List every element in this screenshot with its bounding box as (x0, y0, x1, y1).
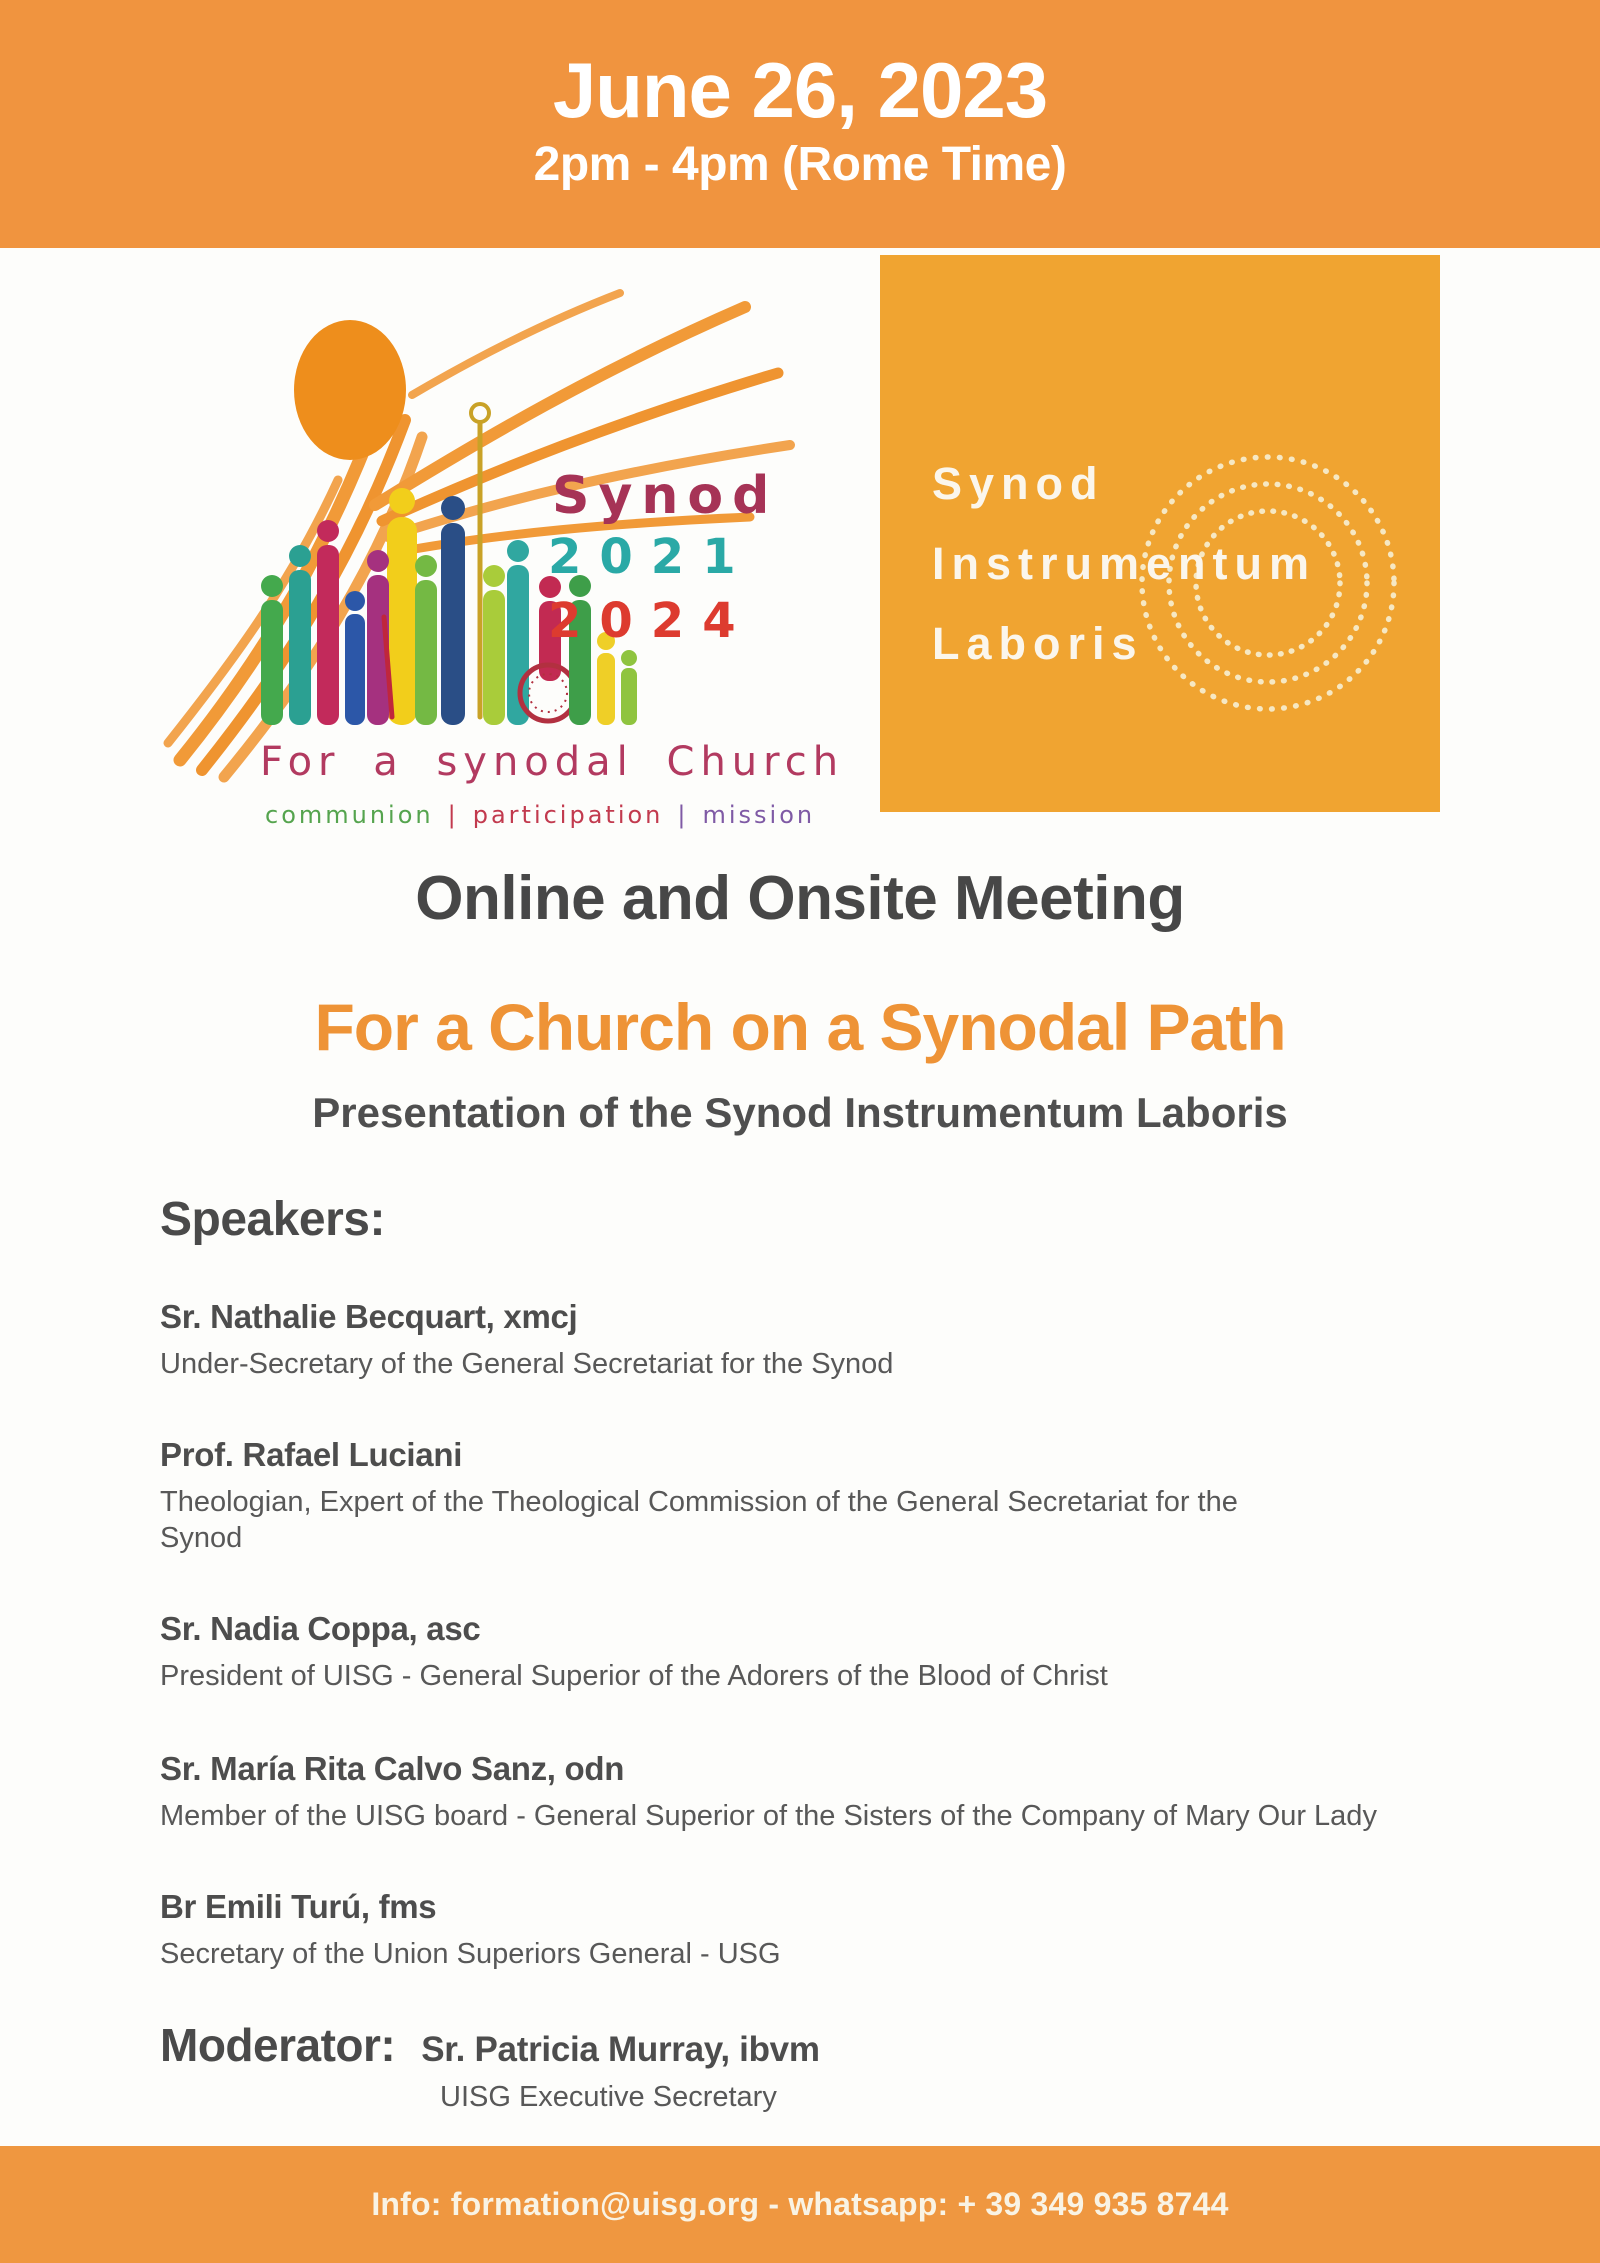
footer-banner (0, 2146, 1600, 2263)
speaker-block (160, 1612, 1450, 1694)
speaker-role: Member of the UISG board - General Superior of the Sisters of the Company of Mary Our Lady (160, 1800, 1377, 1832)
meeting-type-title: Online and Onsite Meeting (415, 864, 1185, 933)
logo-tagline: For a synodal Church (260, 739, 845, 785)
speaker-name: Prof. Rafael Luciani (160, 1436, 463, 1473)
speaker-role-line2: Synod (160, 1522, 243, 1554)
speaker-name: Sr. María Rita Calvo Sanz, odn (160, 1750, 625, 1787)
moderator-role: UISG Executive Secretary (440, 2081, 777, 2113)
logo-title: Synod (552, 466, 779, 526)
speaker-block (160, 1752, 1450, 1834)
header-banner (0, 0, 1600, 248)
synod-logo-image (150, 255, 880, 850)
moderator-label: Moderator: (160, 2019, 396, 2071)
event-subtitle: Presentation of the Synod Instrumentum Laboris (312, 1089, 1288, 1136)
moderator-name: Sr. Patricia Murray, ibvm (421, 2030, 820, 2069)
speaker-role: Secretary of the Union Superiors General - USG (160, 1938, 781, 1970)
il-box-line2: Instrumentum (932, 538, 1317, 589)
logo-year-2024: 2024 (548, 593, 754, 649)
speaker-role: President of UISG - General Superior of the Adorers of the Blood of Christ (160, 1660, 1108, 1692)
speakers-heading: Speakers: (160, 1193, 385, 1246)
sun-icon (294, 320, 406, 460)
moderator-block (160, 2019, 1450, 2114)
speaker-block (160, 1438, 1450, 1556)
il-box-line3: Laboris (932, 618, 1144, 669)
footer-contact: Info: formation@uisg.org - whatsapp: + 39 349 935 8744 (371, 2186, 1229, 2222)
speaker-name: Br Emili Turú, fms (160, 1888, 437, 1925)
speaker-name: Sr. Nathalie Becquart, xmcj (160, 1298, 578, 1335)
speaker-role-line1: Theologian, Expert of the Theological Commission of the General Secretariat for the (160, 1486, 1238, 1518)
logo-motto: communion | participation | mission (265, 801, 816, 829)
speaker-block (160, 1300, 1450, 1382)
logo-year-2021: 2021 (548, 529, 754, 585)
il-box-line1: Synod (932, 458, 1105, 509)
speaker-name: Sr. Nadia Coppa, asc (160, 1610, 481, 1647)
event-title: For a Church on a Synodal Path (314, 990, 1286, 1064)
event-time: 2pm - 4pm (Rome Time) (533, 138, 1067, 191)
speaker-block (160, 1890, 1450, 1972)
instrumentum-laboris-image (880, 255, 1440, 812)
speaker-role: Under-Secretary of the General Secretariat for the Synod (160, 1348, 894, 1380)
dotted-circles-icon (880, 255, 1440, 812)
event-date: June 26, 2023 (552, 46, 1048, 134)
